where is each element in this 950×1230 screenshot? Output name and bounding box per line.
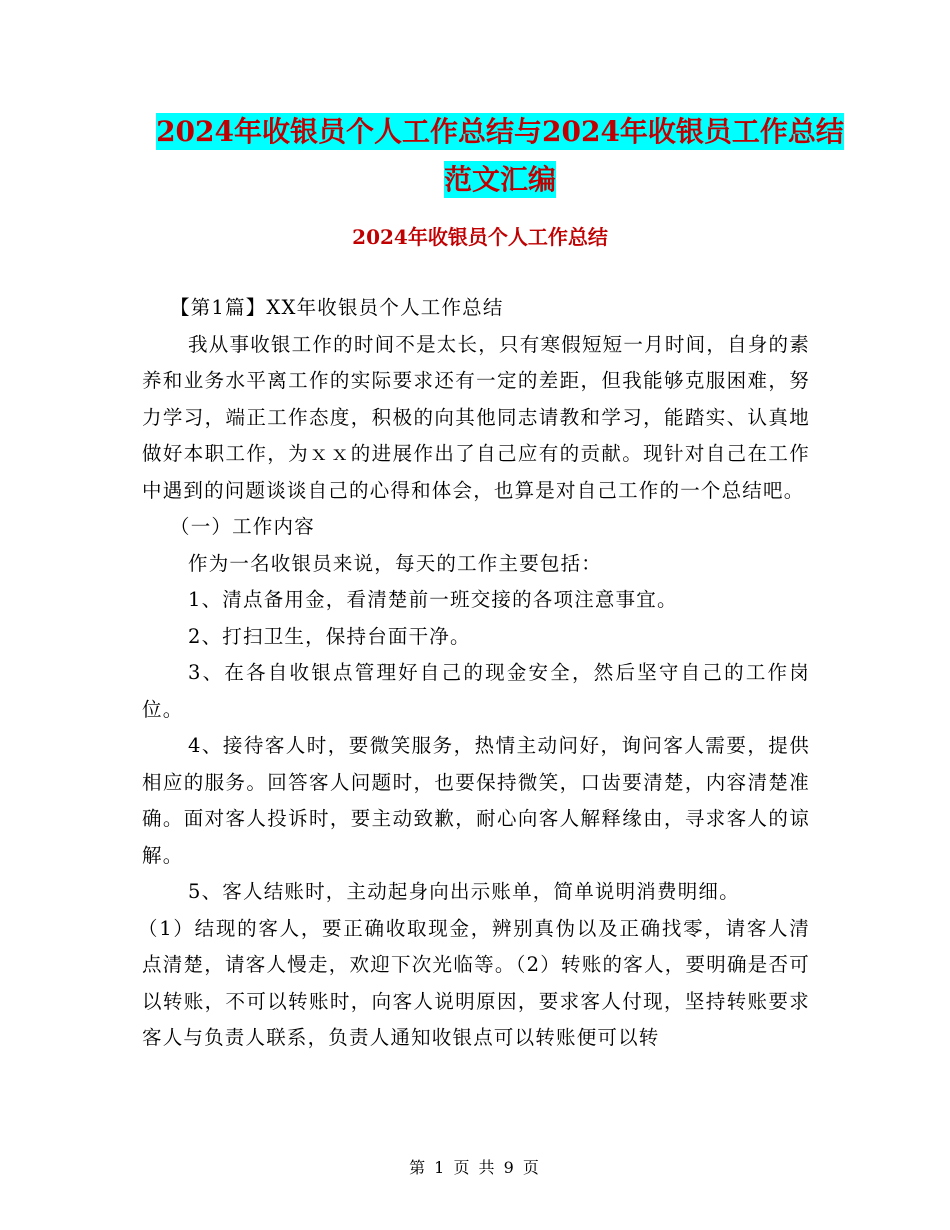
- title-line-2: 范文汇编: [443, 163, 556, 196]
- title-line-1: 2024年收银员个人工作总结与2024年收银员工作总结: [156, 115, 844, 148]
- paragraph-duties-intro: 作为一名收银员来说，每天的工作主要包括：: [188, 551, 603, 575]
- section-title: 2024年收银员个人工作总结: [352, 225, 608, 249]
- paragraph-article-heading: 【第1篇】XX年收银员个人工作总结: [170, 296, 504, 319]
- paragraph-item-5: 5、客人结账时，主动起身向出示账单，简单说明消费明细。: [188, 880, 740, 903]
- document-body: [138, 290, 810, 1057]
- document-title: [140, 108, 860, 204]
- paragraph-item-4: 4、接待客人时，要微笑服务，热情主动问好，询问客人需要，提供相应的服务。回答客人问题时，也要保持微笑，口齿要清楚，内容清楚准确。面对客人投诉时，要主动致歉，耐心向客人解释缘由，寻求客人的谅解。: [142, 734, 810, 867]
- paragraph-intro: 我从事收银工作的时间不是太长，只有寒假短短一月时间，自身的素养和业务水平离工作的实际要求还有一定的差距，但我能够克服困难，努力学习，端正工作态度，积极的向其他同志请教和学习，能踏实、认真地做好本职工作，为ｘｘ的进展作出了自己应有的贡献。现针对自己在工作中遇到的问题谈谈自己的心得和体会，也算是对自己工作的一个总结吧。: [142, 332, 810, 502]
- paragraph-item-2: 2、打扫卫生，保持台面干净。: [188, 624, 471, 648]
- page-footer: 第 1 页 共 9 页: [409, 1158, 541, 1177]
- paragraph-section-heading: （一）工作内容: [170, 515, 315, 538]
- paragraph-item-1: 1、清点备用金，看清楚前一班交接的各项注意事宜。: [188, 588, 678, 611]
- paragraph-item-3: 3、在各自收银点管理好自己的现金安全，然后坚守自己的工作岗位。: [142, 661, 810, 721]
- paragraph-payment-details: （1）结现的客人，要正确收取现金，辨别真伪以及正确找零，请客人清点清楚，请客人慢走，欢迎下次光临等。（2）转账的客人，要明确是否可以转账，不可以转账时，向客人说明原因，要求客人付现，坚持转账要求客人与负责人联系，负责人通知收银点可以转账便可以转: [138, 916, 810, 1049]
